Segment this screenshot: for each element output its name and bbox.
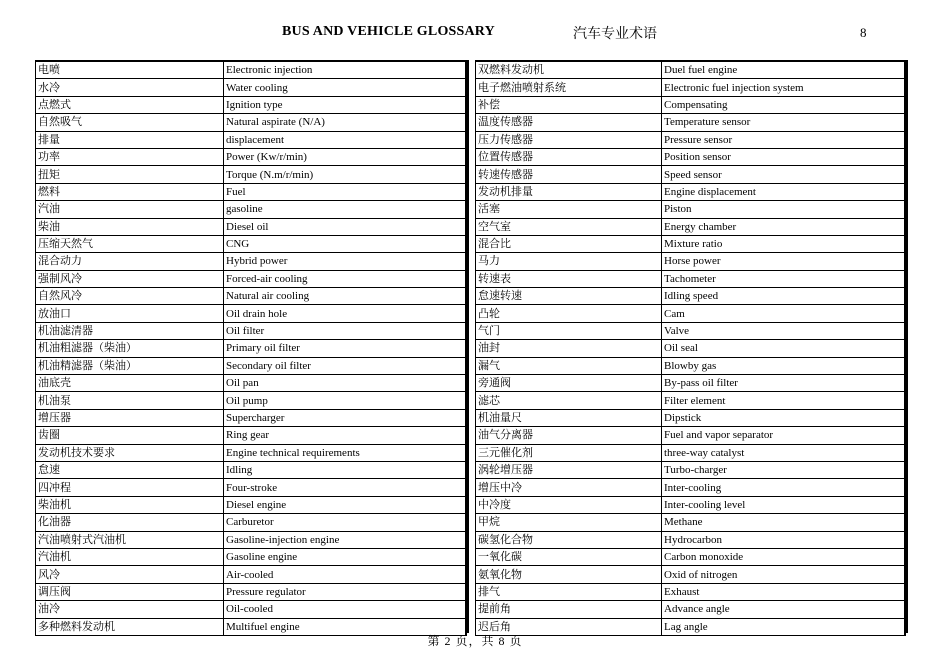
term-chinese: 油底壳: [36, 375, 224, 392]
term-chinese: 转速传感器: [476, 166, 662, 183]
term-chinese: 气门: [476, 322, 662, 339]
term-english: three-way catalyst: [662, 444, 906, 461]
term-english: Piston: [662, 201, 906, 218]
term-english: Valve: [662, 322, 906, 339]
term-english: Engine displacement: [662, 183, 906, 200]
term-chinese: 油封: [476, 340, 662, 357]
glossary-row-left: [36, 427, 467, 444]
term-chinese: 机油粗滤器（柴油）: [36, 340, 224, 357]
term-chinese: 机油量尺: [476, 409, 662, 426]
term-chinese: 混合动力: [36, 253, 224, 270]
term-english: Pressure sensor: [662, 131, 906, 148]
glossary-row-right: [476, 357, 906, 374]
term-chinese: 四冲程: [36, 479, 224, 496]
term-chinese: 齿圈: [36, 427, 224, 444]
term-chinese: 漏气: [476, 357, 662, 374]
term-english: Ring gear: [224, 427, 467, 444]
term-english: Idling: [224, 461, 467, 478]
term-chinese: 化油器: [36, 514, 224, 531]
glossary-row-left: [36, 444, 467, 461]
page-number: 8: [860, 25, 867, 40]
term-chinese: 机油精滤器（柴油）: [36, 357, 224, 374]
term-english: Tachometer: [662, 270, 906, 287]
term-english: Compensating: [662, 96, 906, 113]
glossary-title-chinese: 汽车专业术语: [573, 27, 657, 42]
term-chinese: 放油口: [36, 305, 224, 322]
glossary-row-right: [476, 148, 906, 165]
glossary-row-left: [36, 479, 467, 496]
term-chinese: 自然风冷: [36, 288, 224, 305]
term-english: Idling speed: [662, 288, 906, 305]
glossary-row-left: [36, 61, 467, 79]
term-english: Hydrocarbon: [662, 531, 906, 548]
term-chinese: 三元催化剂: [476, 444, 662, 461]
term-chinese: 排气: [476, 583, 662, 600]
term-english: Duel fuel engine: [662, 61, 906, 79]
term-chinese: 燃料: [36, 183, 224, 200]
glossary-row-right: [476, 444, 906, 461]
glossary-row-right: [476, 548, 906, 565]
page-footer: 第 2 页，共 8 页: [427, 634, 523, 648]
glossary-row-right: [476, 201, 906, 218]
term-chinese: 柴油机: [36, 496, 224, 513]
term-chinese: 提前角: [476, 601, 662, 618]
term-english: Advance angle: [662, 601, 906, 618]
term-chinese: 功率: [36, 148, 224, 165]
term-english: Diesel engine: [224, 496, 467, 513]
term-english: Oil pump: [224, 392, 467, 409]
term-english: Secondary oil filter: [224, 357, 467, 374]
term-english: Filter element: [662, 392, 906, 409]
term-chinese: 柴油: [36, 218, 224, 235]
glossary-row-right: [476, 183, 906, 200]
term-chinese: 风冷: [36, 566, 224, 583]
term-english: Four-stroke: [224, 479, 467, 496]
term-chinese: 涡轮增压器: [476, 461, 662, 478]
term-english: Natural air cooling: [224, 288, 467, 305]
term-english: Oil-cooled: [224, 601, 467, 618]
glossary-row-left: [36, 322, 467, 339]
term-english: Oil filter: [224, 322, 467, 339]
glossary-row-left: [36, 601, 467, 618]
glossary-row-left: [36, 148, 467, 165]
glossary-row-right: [476, 479, 906, 496]
glossary-row-right: [476, 96, 906, 113]
term-english: Electronic injection: [224, 61, 467, 79]
term-english: Gasoline-injection engine: [224, 531, 467, 548]
term-chinese: 压力传感器: [476, 131, 662, 148]
term-english: Electronic fuel injection system: [662, 79, 906, 96]
glossary-row-right: [476, 427, 906, 444]
glossary-row-right: [476, 375, 906, 392]
term-chinese: 调压阀: [36, 583, 224, 600]
term-english: Exhaust: [662, 583, 906, 600]
term-english: Mixture ratio: [662, 235, 906, 252]
term-english: Engine technical requirements: [224, 444, 467, 461]
glossary-row-left: [36, 531, 467, 548]
term-english: Horse power: [662, 253, 906, 270]
term-english: Primary oil filter: [224, 340, 467, 357]
term-chinese: 碳氢化合物: [476, 531, 662, 548]
term-english: Position sensor: [662, 148, 906, 165]
glossary-row-left: [36, 392, 467, 409]
term-chinese: 自然吸气: [36, 114, 224, 131]
glossary-row-left: [36, 166, 467, 183]
glossary-row-left: [36, 496, 467, 513]
term-english: Power (Kw/r/min): [224, 148, 467, 165]
glossary-row-left: [36, 270, 467, 287]
glossary-row-left: [36, 514, 467, 531]
term-english: Gasoline engine: [224, 548, 467, 565]
term-chinese: 混合比: [476, 235, 662, 252]
glossary-row-left: [36, 583, 467, 600]
term-chinese: 甲烷: [476, 514, 662, 531]
term-chinese: 水冷: [36, 79, 224, 96]
glossary-row-right: [476, 392, 906, 409]
glossary-row-right: [476, 288, 906, 305]
glossary-row-right: [476, 583, 906, 600]
term-english: Turbo-charger: [662, 461, 906, 478]
term-english: Inter-cooling: [662, 479, 906, 496]
term-chinese: 中冷度: [476, 496, 662, 513]
glossary-row-right: [476, 601, 906, 618]
term-english: Temperature sensor: [662, 114, 906, 131]
term-chinese: 怠速转速: [476, 288, 662, 305]
term-chinese: 活塞: [476, 201, 662, 218]
term-chinese: 扭矩: [36, 166, 224, 183]
term-chinese: 空气室: [476, 218, 662, 235]
glossary-row-right: [476, 253, 906, 270]
glossary-row-right: [476, 340, 906, 357]
term-chinese: 发动机技术要求: [36, 444, 224, 461]
table-divider-right: [906, 60, 908, 633]
glossary-row-left: [36, 409, 467, 426]
glossary-row-left: [36, 357, 467, 374]
glossary-row-left: [36, 305, 467, 322]
table-divider-left: [467, 60, 469, 633]
term-chinese: 强制风冷: [36, 270, 224, 287]
glossary-row-left: [36, 253, 467, 270]
term-chinese: 多种燃料发动机: [36, 618, 224, 635]
glossary-row-left: [36, 183, 467, 200]
term-english: Oil seal: [662, 340, 906, 357]
term-english: Forced-air cooling: [224, 270, 467, 287]
term-english: Blowby gas: [662, 357, 906, 374]
glossary-table-left-body: [36, 61, 467, 635]
glossary-title: BUS AND VEHICLE GLOSSARY: [282, 24, 495, 39]
glossary-row-right: [476, 322, 906, 339]
glossary-row-left: [36, 548, 467, 565]
glossary-row-left: [36, 375, 467, 392]
term-english: gasoline: [224, 201, 467, 218]
term-english: Water cooling: [224, 79, 467, 96]
term-chinese: 转速表: [476, 270, 662, 287]
term-chinese: 怠速: [36, 461, 224, 478]
glossary-row-right: [476, 305, 906, 322]
glossary-row-left: [36, 218, 467, 235]
glossary-row-right: [476, 61, 906, 79]
term-chinese: 一氧化碳: [476, 548, 662, 565]
term-chinese: 温度传感器: [476, 114, 662, 131]
glossary-row-right: [476, 531, 906, 548]
term-english: Ignition type: [224, 96, 467, 113]
term-english: Cam: [662, 305, 906, 322]
term-chinese: 迟后角: [476, 618, 662, 635]
term-chinese: 增压器: [36, 409, 224, 426]
term-chinese: 机油滤清器: [36, 322, 224, 339]
term-chinese: 增压中冷: [476, 479, 662, 496]
term-english: Lag angle: [662, 618, 906, 635]
term-english: By-pass oil filter: [662, 375, 906, 392]
term-english: Carburetor: [224, 514, 467, 531]
term-chinese: 电子燃油喷射系统: [476, 79, 662, 96]
term-english: CNG: [224, 235, 467, 252]
glossary-row-right: [476, 114, 906, 131]
glossary-row-left: [36, 461, 467, 478]
term-chinese: 汽油喷射式汽油机: [36, 531, 224, 548]
term-chinese: 汽油机: [36, 548, 224, 565]
term-english: Carbon monoxide: [662, 548, 906, 565]
glossary-row-right: [476, 409, 906, 426]
term-chinese: 发动机排量: [476, 183, 662, 200]
term-chinese: 凸轮: [476, 305, 662, 322]
glossary-row-left: [36, 566, 467, 583]
glossary-table-right-body: [476, 61, 906, 635]
term-english: Oil pan: [224, 375, 467, 392]
term-chinese: 旁通阀: [476, 375, 662, 392]
term-chinese: 汽油: [36, 201, 224, 218]
glossary-table-right: [475, 60, 906, 636]
term-english: Oxid of nitrogen: [662, 566, 906, 583]
term-english: Methane: [662, 514, 906, 531]
glossary-row-right: [476, 566, 906, 583]
term-english: Torque (N.m/r/min): [224, 166, 467, 183]
glossary-row-left: [36, 340, 467, 357]
term-english: Oil drain hole: [224, 305, 467, 322]
term-english: Pressure regulator: [224, 583, 467, 600]
glossary-row-right: [476, 235, 906, 252]
term-english: Inter-cooling level: [662, 496, 906, 513]
term-english: Supercharger: [224, 409, 467, 426]
term-chinese: 补偿: [476, 96, 662, 113]
term-english: Natural aspirate (N/A): [224, 114, 467, 131]
term-english: displacement: [224, 131, 467, 148]
term-english: Fuel: [224, 183, 467, 200]
glossary-row-right: [476, 79, 906, 96]
term-chinese: 双燃料发动机: [476, 61, 662, 79]
term-chinese: 马力: [476, 253, 662, 270]
glossary-row-left: [36, 131, 467, 148]
term-chinese: 机油泵: [36, 392, 224, 409]
glossary-row-right: [476, 218, 906, 235]
glossary-row-left: [36, 201, 467, 218]
term-chinese: 压缩天然气: [36, 235, 224, 252]
glossary-row-left: [36, 96, 467, 113]
term-chinese: 位置传感器: [476, 148, 662, 165]
glossary-row-right: [476, 461, 906, 478]
glossary-row-left: [36, 79, 467, 96]
term-chinese: 油气分离器: [476, 427, 662, 444]
glossary-row-right: [476, 270, 906, 287]
glossary-row-right: [476, 131, 906, 148]
term-english: Air-cooled: [224, 566, 467, 583]
term-chinese: 电喷: [36, 61, 224, 79]
term-english: Speed sensor: [662, 166, 906, 183]
term-english: Hybrid power: [224, 253, 467, 270]
term-chinese: 排量: [36, 131, 224, 148]
term-english: Multifuel engine: [224, 618, 467, 635]
term-chinese: 滤芯: [476, 392, 662, 409]
term-english: Diesel oil: [224, 218, 467, 235]
glossary-row-left: [36, 288, 467, 305]
term-english: Fuel and vapor separator: [662, 427, 906, 444]
glossary-row-left: [36, 114, 467, 131]
glossary-table-left: [35, 60, 467, 636]
term-chinese: 氨氧化物: [476, 566, 662, 583]
glossary-row-right: [476, 514, 906, 531]
term-chinese: 油冷: [36, 601, 224, 618]
term-english: Energy chamber: [662, 218, 906, 235]
term-english: Dipstick: [662, 409, 906, 426]
glossary-row-right: [476, 166, 906, 183]
glossary-row-left: [36, 235, 467, 252]
glossary-row-right: [476, 496, 906, 513]
term-chinese: 点燃式: [36, 96, 224, 113]
